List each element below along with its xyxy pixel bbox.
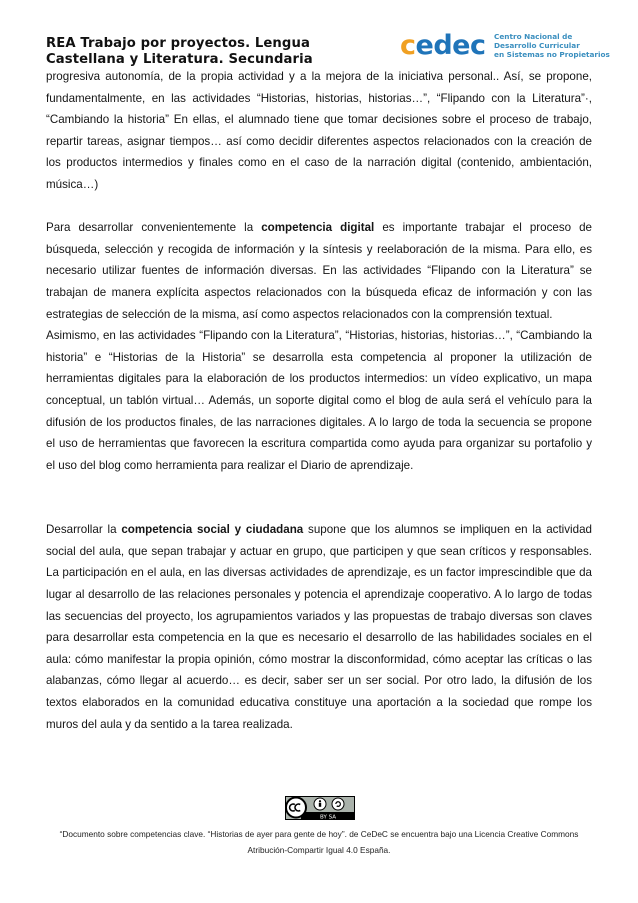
cedec-logo-wordmark	[400, 31, 485, 61]
competencia-digital-term: competencia digital	[261, 221, 375, 235]
competencia-social-term: competencia social y ciudadana	[121, 523, 304, 537]
paragraph-text: es importante trabajar el proceso de búsqueda, selección y recogida de información y la síntesis y reelaboración de la misma. Para ello, es necesario utilizar fuentes de información diversas. En las actividades “Flipando con la Literatura” se trabajan de manera explícita aspectos relacionados con la búsqueda eficaz de información y con las estrategias de selección de la misma, así como aspectos relacionados con la comprensión textual.	[46, 221, 592, 321]
by-icon-body	[319, 803, 321, 807]
sa-share-alike-icon	[332, 798, 344, 810]
badge-label: BY SA	[320, 814, 336, 820]
paragraph-text: supone que los alumnos se impliquen en la actividad social del aula, que sepan trabajar y actuar en grupo, que participen y que sean críticos y responsables. La participación en el aula, en las diversas actividades de aprendizaje, es un factor imprescindible que da lugar al desarrollo de las relaciones personales y potencia el aprendizaje cooperativo. A lo largo de todas las secuencias del proyecto, los agrupamientos variados y las propuestas de trabajo diversas son claves para desarrollar esta competencia en la que es necesario el desarrollo de las habilidades sociales en el aula: cómo manifestar la propia opinión, cómo mostrar la disconformidad, cómo aceptar las críticas o las alabanzas, cómo llegar al acuerdo… es decir, saber ser un ser social. Por otro lado, la difusión de los textos elaborados en la comunidad educativa constituye una aportación a la sociedad que rompe los muros del aula y da sentido a la tarea realizada.	[46, 523, 592, 731]
document-body	[46, 66, 592, 735]
paragraph-spacer	[46, 476, 592, 519]
logo-sub-line-3: en Sistemas no Propietarios	[494, 50, 610, 59]
paragraph-social-competence	[46, 519, 592, 735]
cedec-logo	[400, 30, 610, 64]
cc-by-sa-license-badge[interactable]	[285, 796, 355, 820]
paragraph-spacer	[46, 196, 592, 218]
footer-line-2: Atribución-Compartir Igual 4.0 España.	[247, 845, 391, 855]
paragraph-text: Desarrollar la	[46, 523, 117, 537]
paragraph-text: Para desarrollar convenientemente la	[46, 221, 254, 235]
header-title-line-1: REA Trabajo por proyectos. Lengua	[46, 36, 310, 51]
cedec-logo-subtitle	[494, 32, 610, 59]
logo-letter-c: c	[400, 30, 416, 61]
license-footer	[46, 826, 592, 858]
document-header-title	[46, 36, 346, 68]
footer-line-1: “Documento sobre competencias clave. “Historias de ayer para gente de hoy”. de CeDeC se encuentra bajo una Licencia Creative Commons	[59, 829, 579, 839]
paragraph-digital-activities: Asimismo, en las actividades “Flipando con la Literatura”, “Historias, historias, historias…”, “Cambiando la historia” e “Historias de la Historia” se desarrolla esta competencia al proponer la utilización de herramientas digitales para la elaboración de los productos intermedios: un vídeo explicativo, un mapa conceptual, un tablón virtual… Además, un soporte digital como el blog de aula será el vehículo para la difusión de los productos finales, de las narraciones digitales. A lo largo de toda la secuencia se propone el uso de herramientas que favorecen la escritura compartida como ayuda para organizar su portafolio y el uso del blog como herramienta para realizar el Diario de aprendizaje.	[46, 329, 592, 472]
by-icon-head	[319, 800, 321, 802]
paragraph-digital-competence	[46, 217, 592, 325]
paragraph-autonomy: progresiva autonomía, de la propia actividad y a la mejora de la iniciativa personal.. Así, se propone, fundamentalmente, en las actividades “Historias, historias, historias…”, “Flipando con la Literatura”·, “Cambiando la historia” En ellas, el alumnado tiene que tomar decisiones sobre el proceso de trabajo, repartir tareas, asignar tiempos… así como decidir diferentes aspectos relacionados con la creación de los productos intermedios y finales como en el caso de la narración digital (contenido, ambientación, música…)	[46, 70, 592, 191]
logo-sub-line-1: Centro Nacional de	[494, 32, 573, 41]
logo-sub-line-2: Desarrollo Curricular	[494, 41, 580, 50]
header-title-line-2: Castellana y Literatura. Secundaria	[46, 52, 313, 67]
logo-letters-edec: edec	[415, 30, 486, 61]
